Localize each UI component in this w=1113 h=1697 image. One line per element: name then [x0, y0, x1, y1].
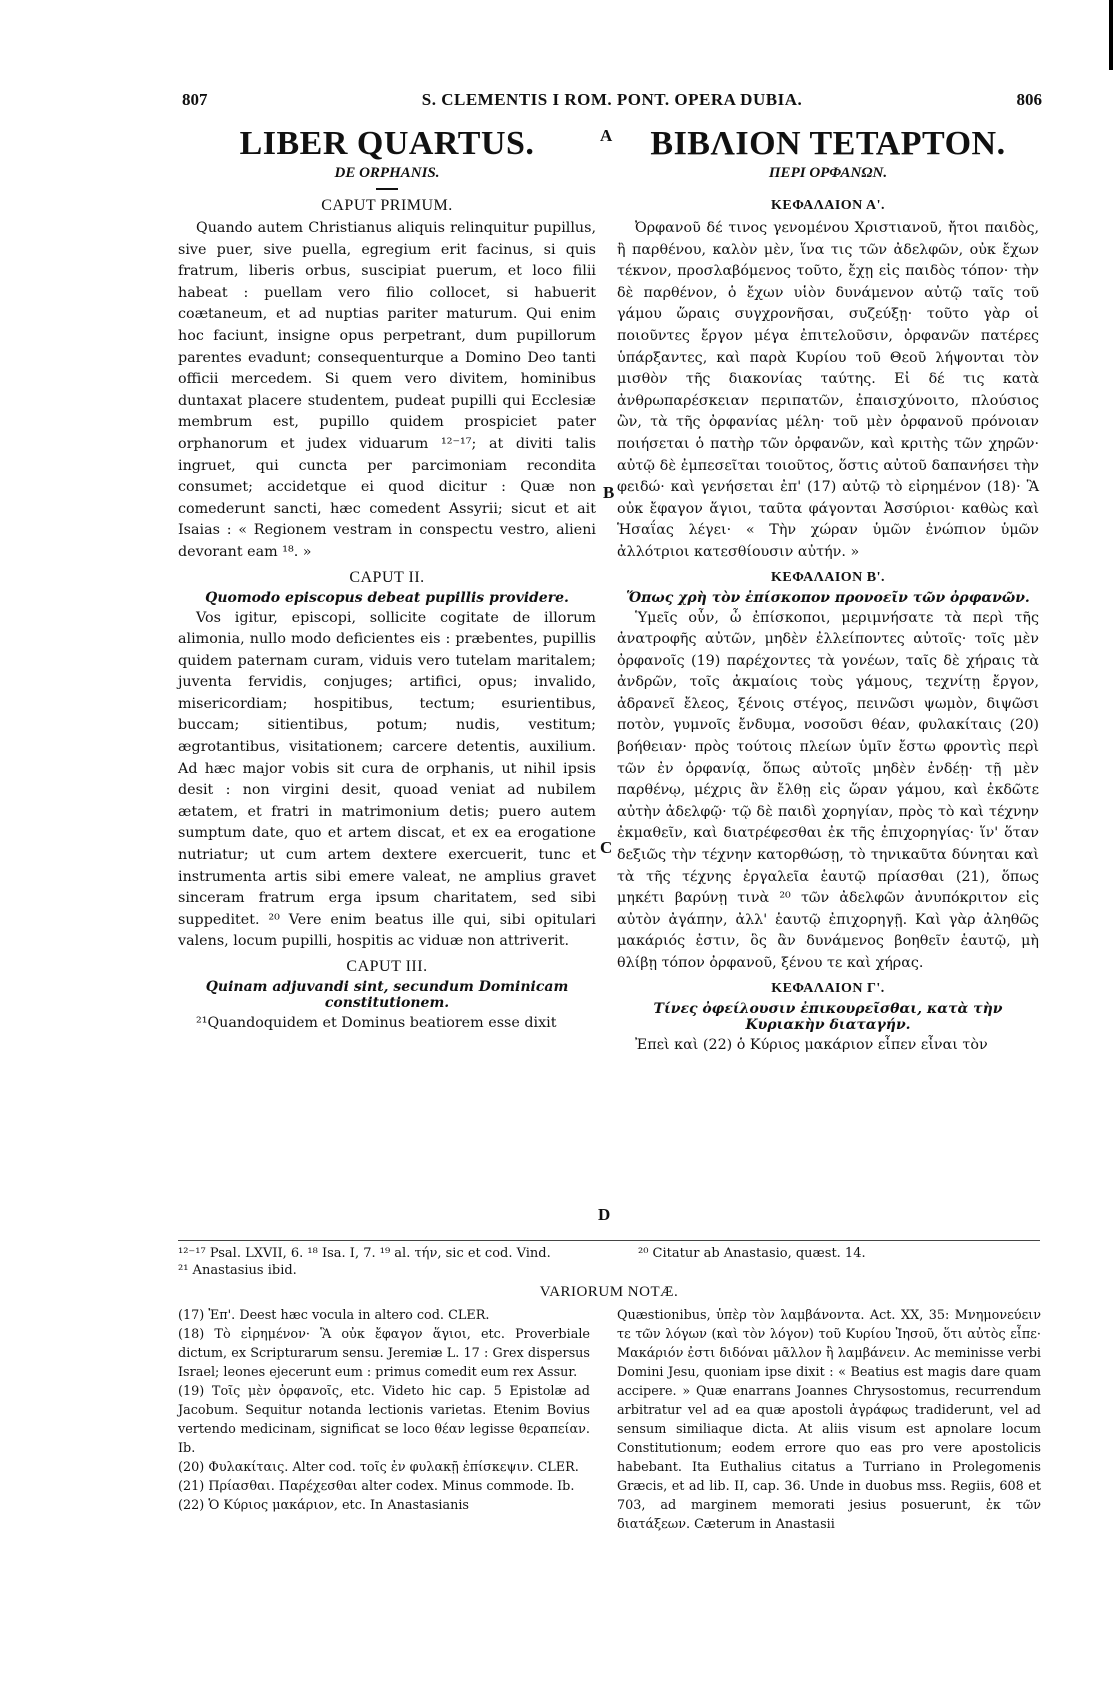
latin-chapter-1-text: Quando autem Christianus aliquis relinquitur pupillus, sive puer, sive puella, egregium erit facinus, si quis fratrum, liberis orbus, suscipiat puerum, et loco filii habeat : puellam vero filio collocet, si habuerit coætaneum, et ad nuptias pariter maturum. Qui enim hoc faciunt, insigne opus perpetrant, dum pupillorum parentes evadunt; consequenturque a Domino Deo tanti officii mercedem. Si quem vero divitem, hominibus duntaxat placere studentem, pudeat pupilli qui Ecclesiæ membrum est, pupillo quidem prospiciet pater orphanorum et judex viduarum ¹²⁻¹⁷; at diviti talis ingruet, qui cuncta per parcimoniam recondita consumet; accidetque ei quod dicitur : Quæ non comederunt sancti, hæc comedent Assyrii; sicut et ait Isaias : « Regionem vestram in conspectu vestro, alieni devorant eam ¹⁸. » — [178, 220, 596, 560]
page-number-right: 806 — [1016, 90, 1042, 109]
variorum-note: (21) Πρίασθαι. Παρέχεσθαι alter codex. Minus commode. Ib. — [178, 1479, 575, 1494]
scripture-footnotes — [178, 1245, 1040, 1281]
variorum-note: (18) Τὸ εἰρημένον· Ἃ οὐκ ἔφαγον ἅγιοι, etc. Proverbiale dictum, ex Scripturarum sensu. Jeremiæ L. 17 : Grex dispersus Israel; leones ejecerunt eum : primus comedit eum rex Assur. — [178, 1327, 590, 1380]
greek-book-subtitle: ΠΕΡΙ ΟΡΦΑΝΩΝ. — [768, 165, 888, 181]
variorum-note: (20) Φυλακίταις. Alter cod. τοῖς ἐν φυλακῇ ἐπίσκεψιν. CLER. — [178, 1460, 579, 1475]
variorum-notes-left — [178, 1306, 590, 1515]
greek-chapter-3-text: Ἐπεὶ καὶ (22) ὁ Κύριος μακάριον εἶπεν εἶναι τὸν — [635, 1036, 988, 1053]
greek-chapter-1-heading: ΚΕΦΑΛΑΙΟΝ Α'. — [770, 198, 886, 213]
title-dash — [376, 188, 398, 190]
margin-letter-c: C — [600, 838, 613, 857]
greek-book-title: ΒΙΒΛΙΟΝ ΤΕΤΑΡΤΟΝ. — [650, 125, 1006, 162]
variorum-note: (19) Τοῖς μὲν ὀρφανοῖς, etc. Videto hic cap. 5 Epistolæ ad Jacobum. Sequitur notanda lectionis varietas. Etenim Bovius vertendo medicinam, significat se loco θέαν legisse θεραπείαν. Ib. — [178, 1384, 590, 1456]
greek-chapter-2-text: Ὑμεῖς οὖν, ὦ ἐπίσκοποι, μεριμνήσατε τὰ περὶ τῆς ἀνατροφῆς αὐτῶν, μηδὲν ἐλλείποντες αὐτοῖς· τοῖς μὲν ὀρφανοῖς (19) παρέχοντες τὰ γονέων, ταῖς δὲ χήραις τὰ ἀνδρῶν, τοῖς ἀκμαίοις τοὺς γάμους, τεχνίτῃ ἔργον, ἀδρανεῖ ἔλεος, ξένοις στέγος, πεινῶσι ψωμὸν, διψῶσι ποτὸν, γυμνοῖς ἔνδυμα, νοσοῦσι θέαν, φυλακίταις (20) βοήθειαν· πρὸς τούτοις πλείων ὑμῖν ἔστω φροντὶς περὶ τῶν ἐν ὀρφανίᾳ, ὅπως αὐτοῖς μηδὲν ἐνδέῃ· τῇ μὲν παρθένῳ, μέχρις ἂν ἔλθῃ εἰς ὥραν γάμου, καὶ ἐκδῶτε αὐτὴν ἀδελφῷ· τῷ δὲ παιδὶ χορηγίαν, πρὸς τὸ καὶ τέχνην ἐκμαθεῖν, καὶ διατρέφεσθαι ἐκ τῆς ἐπιχορηγίας· ἵν' ὅταν δεξιῶς τὴν τέχνην κατορθώσῃ, τὸ τηνικαῦτα δύνηται καὶ τὰ τῆς τέχνης ἐργαλεῖα ἑαυτῷ πρίασθαι (21), ὅπως μηκέτι βαρύνῃ τινὰ ²⁰ τῶν ἀδελφῶν ἀνυπόκριτον εἰς αὐτὸν ἀγάπην, ἀλλ' ἑαυτῷ ἐπιχορηγῇ. Καὶ γὰρ ἀληθῶς μακάριός ἐστιν, ὃς ἂν δυνάμενος βοηθεῖν ἑαυτῷ, μὴ θλίβῃ τόπον ὀρφανοῦ, ξένου τε καὶ χήρας. — [617, 609, 1039, 971]
margin-letter-a: A — [600, 126, 613, 145]
variorum-note: (22) Ὁ Κύριος μακάριον, etc. In Anastasianis — [178, 1498, 470, 1513]
page-number-left: 807 — [182, 90, 208, 109]
greek-chapter-3-heading: ΚΕΦΑΛΑΙΟΝ Γ'. — [771, 980, 885, 996]
variorum-notes-right — [617, 1306, 1041, 1534]
variorum-note: Quæstionibus, ὑπὲρ τὸν λαμβάνοντα. Act. XX, 35: Μνημονεύειν τε τῶν λόγων (καὶ τὸν λόγον) τοῦ Κυρίου Ἰησοῦ, ὅτι αὐτὸς εἶπε· Μακάριόν ἐστι διδόναι μᾶλλον ἢ λαμβάνειν. Ac meminisse verbi Domini Jesu, quoniam ipse dixit : « Beatius est magis dare quam accipere. » Quæ enarrans Joannes Chrysostomus, recurrendum arbitratur vel ad ea quæ apostoli ἀγράφως tradiderunt, vel ad sensum similiaque dicta. At aliis visum est apnolare locum Constitutionum; eodem errore quo eas pro vere apostolicis habebant. Ita Euthalius citatus a Turriano in Prolegomenis Græcis, et ad lib. II, cap. 36. Unde in duobus mss. Regiis, 608 et 703, ad marginem memorati jesius posuerunt, ἐκ τῶν διατάξεων. Cæterum in Anastasii — [617, 1308, 1041, 1532]
latin-column — [178, 126, 596, 1035]
footnote-rule — [178, 1240, 1040, 1241]
latin-chapter-2-text: Vos igitur, episcopi, sollicite cogitate de illorum alimonia, nullo modo deficientes eis : præbentes, pupillis quidem paternam curam, viduis vero tutelam maritalem; juventa fervidis, conjuges; artifici, opus; invalido, misericordiam; hospitibus, tectum; esurientibus, buccam; sitientibus, potum; nudis, vestitum; ægrotantibus, visitationem; carcere detentis, auxilium. Ad hæc major vobis sit cura de orphanis, ut nihil ipsis desit : non virgini desit, quoad veniat ad nubilem ætatem, et fratri in matrimonium detis; puero autem sumptum date, quo et artem discat, et ex ea erogatione nutriatur; ut cum artem dextere exercuerit, tunc et instrumenta artis sibi emere valeat, ne amplius gravet sinceram fratrum erga ipsum charitatem, sed sibi suppeditet. ²⁰ Vere enim beatus ille qui, sibi opitulari valens, locum pupilli, hospitis ac viduæ non attriverit. — [178, 609, 596, 950]
footnote-line-1-right: ²⁰ Citatur ab Anastasio, quæst. 14. — [638, 1246, 866, 1261]
latin-chapter-1-heading: CAPUT PRIMUM. — [321, 197, 453, 214]
latin-chapter-2-subtitle: Quomodo episcopus debeat pupillis providere. — [205, 589, 569, 606]
greek-chapter-2-heading: ΚΕΦΑΛΑΙΟΝ Β'. — [770, 569, 886, 585]
running-title: S. CLEMENTIS I ROM. PONT. OPERA DUBIA. — [421, 90, 803, 109]
scan-edge-mark — [1109, 0, 1113, 70]
latin-chapter-3-subtitle: Quinam adjuvandi sint, secundum Dominicam constitutionem. — [205, 979, 569, 1011]
footnote-line-1-left: ¹²⁻¹⁷ Psal. LXVII, 6. ¹⁸ Isa. I, 7. ¹⁹ al. τήν, sic et cod. Vind. — [178, 1246, 551, 1261]
latin-chapter-2-heading: CAPUT II. — [349, 568, 425, 586]
footnote-line-2-left: ²¹ Anastasius ibid. — [178, 1263, 297, 1278]
greek-chapter-2-subtitle: Ὅπως χρὴ τὸν ἐπίσκοπον προνοεῖν τῶν ὀρφανῶν. — [626, 589, 1030, 606]
variorum-notes-title: VARIORUM NOTÆ. — [539, 1284, 679, 1300]
greek-chapter-3-subtitle: Τίνες ὀφείλουσιν ἐπικουρεῖσθαι, κατὰ τὴν Κυριακὴν διαταγήν. — [653, 1000, 1003, 1033]
latin-book-title: LIBER QUARTUS. — [239, 125, 535, 162]
running-header — [182, 90, 1042, 116]
margin-letter-d: D — [598, 1205, 611, 1224]
latin-chapter-3-text: ²¹Quandoquidem et Dominus beatiorem esse dixit — [196, 1015, 557, 1031]
latin-book-subtitle: DE ORPHANIS. — [334, 165, 440, 181]
margin-letter-b: B — [603, 483, 615, 502]
greek-chapter-1-text: Ὀρφανοῦ δέ τινος γενομένου Χριστιανοῦ, ἤτοι παιδὸς, ἢ παρθένου, καλὸν μὲν, ἵνα τις τῶν ἀδελφῶν, οὐκ ἔχων τέκνον, προσλαβόμενος τοῦτο, ἔχῃ εἰς παιδὸς τόπον· τὴν δὲ παρθένον, ὁ ἔχων υἱὸν δυνάμενον αὐτῷ ταῖς τοῦ γάμου ὥραις συγχρονῆσαι, συζεύξῃ· τοῦτο γὰρ οἱ ποιοῦντες ἔργον μέγα ἐπιτελοῦσιν, ὀρφανῶν πατέρες ὑπάρξαντες, καὶ παρὰ Κυρίου τοῦ Θεοῦ λήψονται τὸν μισθὸν τῆς διακονίας ταύτης. Εἰ δέ τις κατὰ ἀνθρωπαρέσκειαν περιπατῶν, ἐπαισχύνοιτο, πλούσιος ὢν, τὰ τῆς ὀρφανίας μέλη· τοῦ μὲν ὀρφανοῦ πρόνοιαν ποιήσεται ὁ πατὴρ τῶν ὀρφανῶν, καὶ κριτὴς τῶν χηρῶν· αὐτῷ δὲ ἐμπεσεῖται τοιοῦτος, ὅστις αὐτοῦ δαπανήσει τὴν φειδώ· καὶ γενήσεται ἐπ' (17) αὐτῷ τὸ εἰρημένον (18)· Ἃ οὐκ ἔφαγον ἅγιοι, ταῦτα φάγονται Ἀσσύριοι· καθὼς καὶ Ἡσαΐας λέγει· « Τὴν χώραν ὑμῶν ἐνώπιον ὑμῶν ἀλλότριοι κατεσθίουσιν αὐτήν. » — [617, 220, 1039, 560]
greek-column — [617, 126, 1039, 1056]
latin-chapter-3-heading: CAPUT III. — [346, 958, 428, 975]
variorum-note: (17) Ἐπ'. Deest hæc vocula in altero cod. CLER. — [178, 1308, 490, 1323]
